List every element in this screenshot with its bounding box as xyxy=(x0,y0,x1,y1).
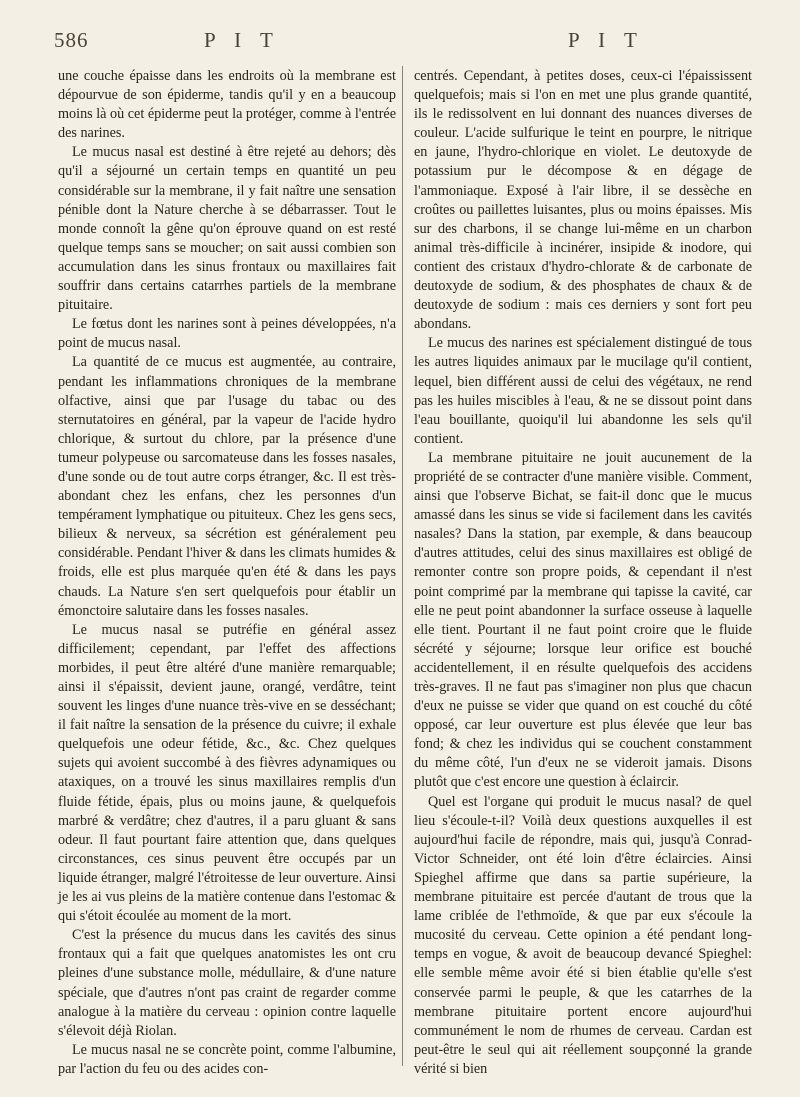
paragraph: Le mucus des narines est spécialement distingué de tous les autres liquides animaux par le mucilage qu'il contient, lequel, bien différent aussi de celui des végétaux, ne rend pas les huiles miscibles à l'eau, & ne se dissout point dans l'eau bouillante, quoiqu'il lui abandonne les sels qu'il contient. xyxy=(414,335,752,447)
paragraph: Quel est l'organe qui produit le mucus nasal? de quel lieu s'écoule-t-il? Voilà deux questions auxquelles il est aujourd'hui facile de répondre, mais qui, jusqu'à Conrad-Victor Schneider, ont été loin d'être éclaircies. Ainsi Spieghel affirme que dans sa partie supérieure, la membrane pituitaire est percée d'autant de trous que la lame criblée de l'ethmoïde, & que par eux s'écoule la mucosité du cerveau. Cette opinion a été pendant long-temps en vogue, & avoit de beaucoup devancé Spieghel: elle semble même avoir été si bien établie qu'elle s'est conservée parmi le peuple, & que les catarrhes de la membrane pituitaire portent encore aujourd'hui communément le nom de rhumes de cerveau. Cardan est peut-être le seul qui ait réellement soupçonné la grande vérité si bien xyxy=(414,793,752,1077)
page-number: 586 xyxy=(54,28,89,52)
column-divider xyxy=(402,66,403,1066)
running-head-left: P I T xyxy=(204,28,280,52)
paragraph: Le fœtus dont les narines sont à peines développées, n'a point de mucus nasal. xyxy=(58,316,396,352)
paragraph: La quantité de ce mucus est augmentée, au contraire, pendant les inflammations chroniques de la membrane olfactive, ainsi que par l'usage du tabac ou des sternutatoires en général, par la vapeur de l'acide hydro chlorique, & surtout du chlore, par la présence d'une tumeur polypeuse ou sarcomateuse dans les fosses nasales, d'une sonde ou de tout autre corps étranger, &c. Il est très-abondant chez les enfans, chez les personnes d'un tempérament lymphatique ou pituiteux. Chez les gens secs, bilieux & nerveux, sa sécrétion est généralement peu considérable. Pendant l'hiver & dans les climats humides & froids, elle est plus marquée qu'en été & dans les pays chauds. La Nature s'en sert quelquefois pour établir un émonctoire salutaire dans les fosses nasales. xyxy=(58,354,396,619)
paragraph: La membrane pituitaire ne jouit aucunement de la propriété de se contracter d'une manière visible. Comment, ainsi que l'observe Bichat, se fait-il donc que le mucus amassé dans les sinus se vide si facilement dans les cavités nasales? Dans la station, par exemple, & dans beaucoup d'autres attitudes, celui des sinus maxillaires est obligé de remonter contre son propre poids, & cependant il n'est point comprimé par la membrane qui tapisse la cavité, car elle ne peut point abandonner la surface osseuse à laquelle elle tient. Pourtant il ne faut point croire que le fluide sécrété y séjourne; lorsque leur orifice est bouché accidentellement, il en résulte quelquefois des accidens très-graves. Il ne faut pas s'imaginer non plus que chacun d'eux ne puisse se vider que quand on est couché du côté opposé, car leur ouverture est plus élevée que leur bas fond; & chez les individus qui se couchent constamment du même côté, l'un d'eux ne se videroit jamais. Disons plutôt que c'est encore une question à éclaircir. xyxy=(414,449,752,791)
running-head-right: P I T xyxy=(568,28,644,52)
paragraph: Le mucus nasal est destiné à être rejeté au dehors; dès qu'il a séjourné un certain temps en quantité un peu considérable sur la membrane, il y fait naître une sensation pénible dont la Nature cherche à se débarrasser. Tout le monde connoît la gêne qu'on éprouve quand on est resté quelque temps sans se moucher; on sait aussi combien son accumulation dans les sinus frontaux ou maxillaires fait souffrir dans certains catarrhes partiels de la membrane pituitaire. xyxy=(58,144,396,314)
paragraph: Le mucus nasal ne se concrète point, comme l'albumine, par l'action du feu ou des acides con- xyxy=(58,1041,396,1077)
paragraph: C'est la présence du mucus dans les cavités des sinus frontaux qui a fait que quelques anatomistes les ont cru pleines d'une substance molle, médullaire, & d'une nature spéciale, que d'autres n'ont pas craint de regarder comme analogue à la matière du cerveau : opinion contre laquelle s'élevoit déjà Riolan. xyxy=(58,927,396,1039)
paragraph: centrés. Cependant, à petites doses, ceux-ci l'épaississent quelquefois; mais si l'on en met une plus grande quantité, ils le redissolvent en lui donnant des nuances diverses de couleur. L'acide sulfurique le teint en pourpre, le nitrique en jaune, l'hydro-chlorique en violet. Le deutoxyde de potassium pur le décompose & en dégage de l'ammoniaque. Exposé à l'air libre, il se dessèche en croûtes ou paillettes luisantes, plus ou moins épaisses. Mis sur des charbons, il se change lui-même en un charbon animal très-difficile à incinérer, insipide & inodore, qui contient des cristaux d'hydro-chlorate & de carbonate de deutoxyde de sodium, & des phosphates de chaux & de deutoxyde de sodium : mais ces derniers y sont fort peu abondans. xyxy=(414,68,752,333)
paragraph: une couche épaisse dans les endroits où la membrane est dépourvue de son épiderme, tandis qu'il y en a beaucoup moins là où cet épiderme peut la protéger, comme à l'entrée des narines. xyxy=(58,68,397,142)
paragraph: Le mucus nasal se putréfie en général assez difficilement; cependant, par l'effet des affections morbides, il peut être altéré d'une manière remarquable; ainsi il s'épaissit, devient jaune, orangé, verdâtre, teint souvent les linges d'une nuance très-vive en se desséchant; il fait naître la sensation de la présence du cuivre; il exhale quelquefois une odeur fétide, &c., &c. Chez quelques sujets qui avoient succombé à des fièvres adynamiques ou ataxiques, on a trouvé les sinus maxillaires remplis d'un fluide fétide, épais, plus ou moins jaune, & quelquefois marbré & verdâtre; chez d'autres, il a paru gluant & sans odeur. Il faut pourtant faire attention que, dans quelques circonstances, ces sinus peuvent être occupés par un liquide étranger, malgré l'étroitesse de leur ouverture. Ainsi je les ai vus pleins de la matière contenue dans l'estomac & qui s'étoit écoulée au moment de la mort. xyxy=(58,621,396,925)
left-column xyxy=(58,67,396,1079)
page-header xyxy=(0,28,800,58)
right-column xyxy=(414,67,752,1079)
